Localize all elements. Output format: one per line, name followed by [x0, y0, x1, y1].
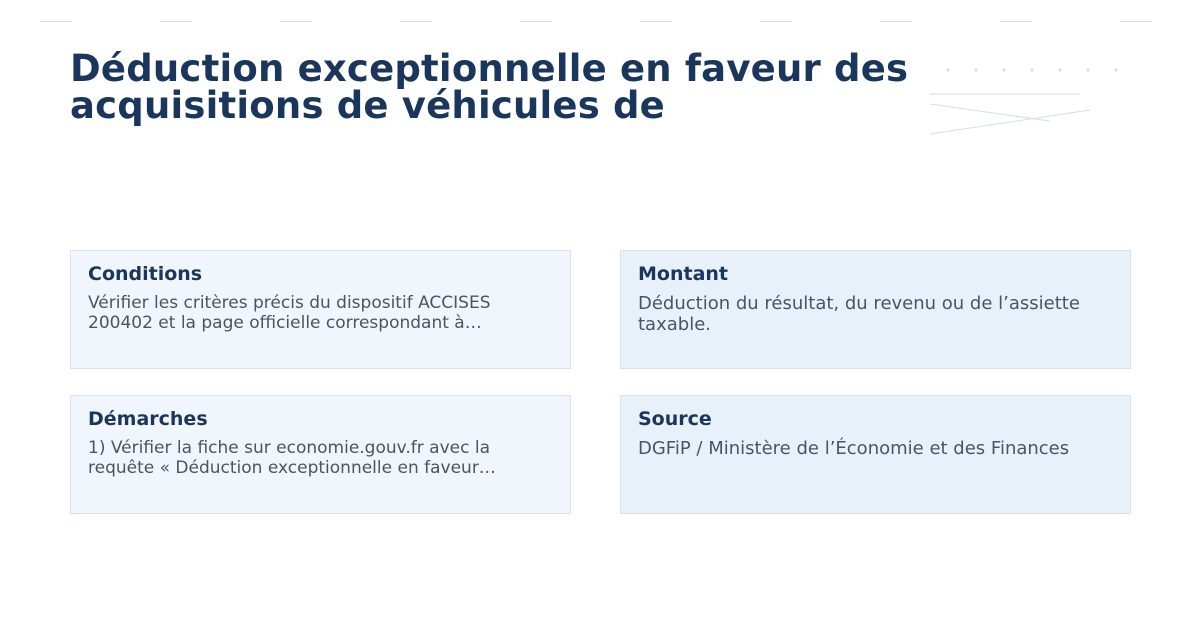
page-title-line-1: Déduction exceptionnelle en faveur des [70, 47, 909, 90]
conditions-card [70, 250, 571, 369]
montant-card-text: Déduction du résultat, du revenu ou de l’assiette taxable. [638, 293, 1080, 335]
top-dash-decoration [0, 21, 1200, 23]
montant-card-title: Montant [638, 263, 728, 285]
conditions-card-text: Vérifier les critères précis du dispositif ACCISES 200402 et la page officielle correspondant à… [88, 293, 491, 333]
montant-card [620, 250, 1131, 369]
demarches-card-title: Démarches [88, 408, 208, 430]
demarches-card-text: 1) Vérifier la fiche sur economie.gouv.fr avec la requête « Déduction exceptionnelle en faveur… [88, 438, 496, 478]
page-title [70, 47, 970, 127]
source-card [620, 395, 1131, 514]
conditions-card-title: Conditions [88, 263, 203, 285]
source-card-text: DGFiP / Ministère de l’Économie et des Finances [638, 438, 1070, 459]
page-title-line-2: acquisitions de véhicules de [70, 84, 665, 127]
demarches-card [70, 395, 571, 514]
source-card-title: Source [638, 408, 712, 430]
